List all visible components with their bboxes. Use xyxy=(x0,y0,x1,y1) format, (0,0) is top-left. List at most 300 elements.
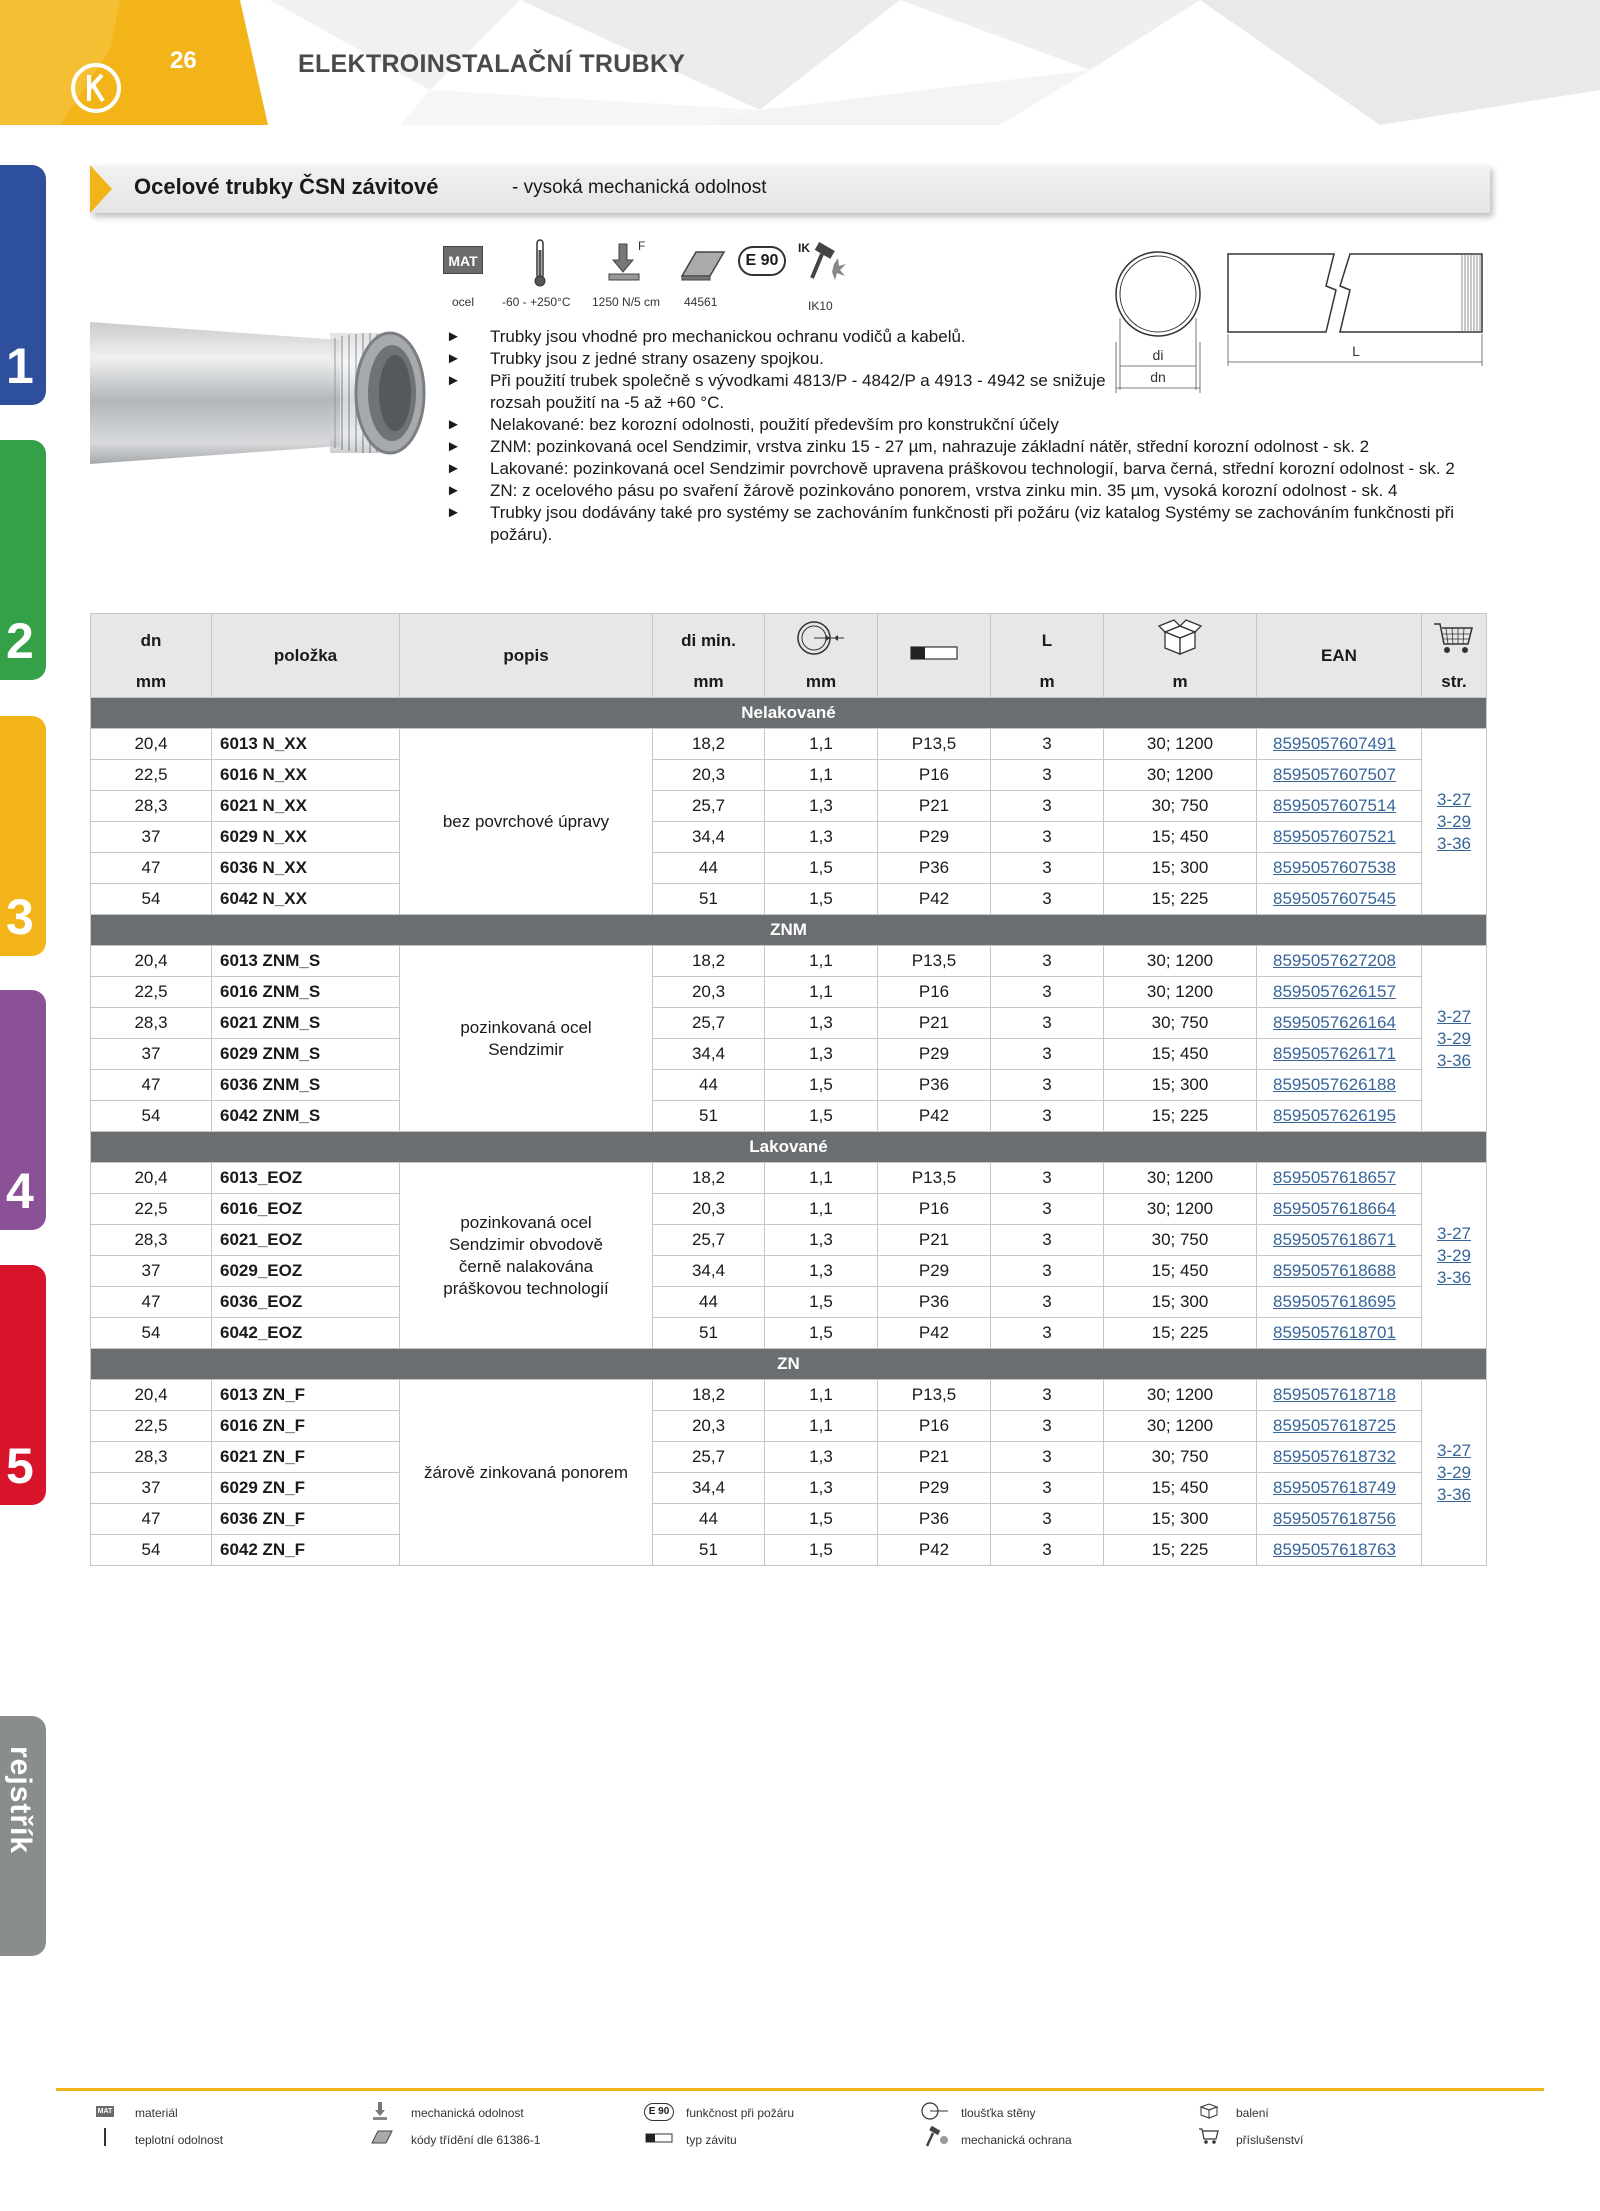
cell-item: 6016 ZN_F xyxy=(212,1411,400,1442)
cell-thread: P16 xyxy=(878,977,991,1008)
cell-thread: P36 xyxy=(878,1504,991,1535)
chapter-tab-5[interactable]: 5 xyxy=(0,1265,46,1505)
cell-wall: 1,1 xyxy=(765,946,878,977)
hammer-icon xyxy=(920,2126,950,2148)
cell-thread: P16 xyxy=(878,1411,991,1442)
cell-pack: 15; 225 xyxy=(1104,1101,1257,1132)
cell-dn: 20,4 xyxy=(91,1163,212,1194)
table-row xyxy=(91,760,1487,791)
cell-thread: P29 xyxy=(878,822,991,853)
cell-length: 3 xyxy=(991,1318,1104,1349)
legend-text: teplotní odolnost xyxy=(135,2133,224,2147)
cell-thread: P42 xyxy=(878,884,991,915)
page-link[interactable]: 3-27 xyxy=(1436,1440,1472,1460)
svg-text:dn: dn xyxy=(1150,369,1166,385)
wall-thickness-icon xyxy=(920,2100,950,2122)
cell-wall: 1,1 xyxy=(765,977,878,1008)
ean-link[interactable]: 8595057618763 xyxy=(1257,1535,1422,1566)
ean-link[interactable]: 8595057618756 xyxy=(1257,1504,1422,1535)
cell-item: 6013 ZNM_S xyxy=(212,946,400,977)
col-header-desc: popis xyxy=(400,614,653,698)
legend-text: funkčnost při požáru xyxy=(686,2106,795,2120)
cell-pack: 15; 225 xyxy=(1104,884,1257,915)
cell-di: 34,4 xyxy=(653,1473,765,1504)
svg-text:IK: IK xyxy=(798,241,810,255)
footer-divider xyxy=(56,2088,1544,2091)
unit-di: mm xyxy=(653,668,765,698)
e90-icon: E 90 xyxy=(738,238,788,288)
page-header-title: ELEKTROINSTALAČNÍ TRUBKY xyxy=(298,50,686,78)
ean-link[interactable]: 8595057626188 xyxy=(1257,1070,1422,1101)
cell-thread: P29 xyxy=(878,1256,991,1287)
cell-di: 34,4 xyxy=(653,1256,765,1287)
col-header-dn: dn xyxy=(91,614,212,668)
ean-link[interactable]: 8595057626195 xyxy=(1257,1101,1422,1132)
table-row xyxy=(91,1473,1487,1504)
unit-str: str. xyxy=(1422,668,1487,698)
cell-wall: 1,5 xyxy=(765,1504,878,1535)
table-row xyxy=(91,1380,1487,1411)
chapter-tab-3[interactable]: 3 xyxy=(0,716,46,956)
product-table xyxy=(90,613,1487,1566)
cell-length: 3 xyxy=(991,977,1104,1008)
cell-item: 6036 N_XX xyxy=(212,853,400,884)
description-line: práškovou technologií xyxy=(443,1278,609,1298)
table-row xyxy=(91,1101,1487,1132)
cell-wall: 1,1 xyxy=(765,1194,878,1225)
cell-thread: P29 xyxy=(878,1473,991,1504)
cell-thread: P13,5 xyxy=(878,729,991,760)
cell-item: 6029 N_XX xyxy=(212,822,400,853)
ean-link[interactable]: 8595057618725 xyxy=(1257,1411,1422,1442)
cell-pack: 15; 300 xyxy=(1104,1504,1257,1535)
cell-length: 3 xyxy=(991,1070,1104,1101)
cell-item: 6029 ZNM_S xyxy=(212,1039,400,1070)
cell-dn: 47 xyxy=(91,853,212,884)
legend-text: mechanická odolnost xyxy=(411,2106,524,2120)
cell-thread: P29 xyxy=(878,1039,991,1070)
cell-dn: 54 xyxy=(91,1318,212,1349)
cell-dn: 28,3 xyxy=(91,1225,212,1256)
table-row xyxy=(91,1287,1487,1318)
cell-item: 6013 ZN_F xyxy=(212,1380,400,1411)
svg-text:L: L xyxy=(1352,343,1360,359)
cell-pack: 30; 750 xyxy=(1104,1225,1257,1256)
page-link[interactable]: 3-36 xyxy=(1436,1267,1472,1287)
cell-wall: 1,3 xyxy=(765,1008,878,1039)
page-link[interactable]: 3-27 xyxy=(1436,789,1472,809)
cell-di: 18,2 xyxy=(653,1163,765,1194)
page-link[interactable]: 3-29 xyxy=(1436,1462,1472,1482)
cell-dn: 20,4 xyxy=(91,1380,212,1411)
thread-icon xyxy=(909,643,959,663)
col-header-di: di min. xyxy=(653,614,765,668)
e90-icon: E 90 xyxy=(644,2103,674,2121)
cell-description xyxy=(400,729,653,915)
legend-text: příslušenství xyxy=(1236,2133,1304,2147)
cell-length: 3 xyxy=(991,1504,1104,1535)
cell-pack: 15; 300 xyxy=(1104,853,1257,884)
cell-di: 25,7 xyxy=(653,1225,765,1256)
cell-length: 3 xyxy=(991,1442,1104,1473)
cell-pack: 15; 300 xyxy=(1104,1287,1257,1318)
cell-thread: P21 xyxy=(878,1225,991,1256)
cell-di: 18,2 xyxy=(653,729,765,760)
cell-dn: 47 xyxy=(91,1070,212,1101)
cell-pack: 30; 1200 xyxy=(1104,977,1257,1008)
cell-item: 6021 N_XX xyxy=(212,791,400,822)
group-title: ZN xyxy=(91,1349,1487,1380)
cell-length: 3 xyxy=(991,791,1104,822)
cell-length: 3 xyxy=(991,884,1104,915)
col-header-L: L xyxy=(991,614,1104,668)
cell-pages xyxy=(1422,1163,1487,1349)
cell-di: 18,2 xyxy=(653,1380,765,1411)
ean-link[interactable]: 8595057626164 xyxy=(1257,1008,1422,1039)
cell-length: 3 xyxy=(991,1008,1104,1039)
cell-di: 44 xyxy=(653,1287,765,1318)
cell-dn: 54 xyxy=(91,884,212,915)
cell-item: 6042 ZNM_S xyxy=(212,1101,400,1132)
cell-di: 25,7 xyxy=(653,1008,765,1039)
ean-link[interactable]: 8595057618732 xyxy=(1257,1442,1422,1473)
cell-length: 3 xyxy=(991,946,1104,977)
unit-L: m xyxy=(991,668,1104,698)
description-line: pozinkovaná ocel xyxy=(460,1017,592,1037)
cell-dn: 20,4 xyxy=(91,729,212,760)
ean-link[interactable]: 8595057607507 xyxy=(1257,760,1422,791)
cell-di: 18,2 xyxy=(653,946,765,977)
table-row xyxy=(91,884,1487,915)
cell-di: 34,4 xyxy=(653,822,765,853)
page-link[interactable]: 3-29 xyxy=(1436,1028,1472,1048)
table-row xyxy=(91,1070,1487,1101)
cell-thread: P21 xyxy=(878,1008,991,1039)
table-row xyxy=(91,729,1487,760)
legend-text: mechanická ochrana xyxy=(961,2133,1072,2147)
feature-item: ► Trubky jsou dodávány také pro systémy se zachováním funkčnosti při požáru (viz katalog Systémy se zachováním funkčnosti při požáru). xyxy=(490,502,1491,546)
cell-description xyxy=(400,1163,653,1349)
chapter-tab-1[interactable]: 1 xyxy=(0,165,46,405)
cell-thread: P36 xyxy=(878,853,991,884)
cell-thread: P13,5 xyxy=(878,1163,991,1194)
col-header-wall xyxy=(765,614,878,668)
cell-wall: 1,3 xyxy=(765,1256,878,1287)
group-title: ZNM xyxy=(91,915,1487,946)
svg-text:F: F xyxy=(638,239,646,253)
cell-di: 20,3 xyxy=(653,1194,765,1225)
feature-item: ► Při použití trubek společně s vývodkami 4813/P - 4842/P a 4913 - 4942 se snižuje rozsah použití na -5 až +60 °C. xyxy=(490,370,1130,414)
cell-pack: 15; 450 xyxy=(1104,1256,1257,1287)
description-line: černě nalakována xyxy=(458,1256,594,1276)
cell-dn: 37 xyxy=(91,822,212,853)
cell-thread: P42 xyxy=(878,1101,991,1132)
cell-thread: P42 xyxy=(878,1535,991,1566)
table-row xyxy=(91,1225,1487,1256)
cell-dn: 47 xyxy=(91,1504,212,1535)
cell-length: 3 xyxy=(991,822,1104,853)
cell-item: 6016 ZNM_S xyxy=(212,977,400,1008)
material-label: ocel xyxy=(452,295,475,309)
cell-wall: 1,1 xyxy=(765,729,878,760)
cell-dn: 22,5 xyxy=(91,1194,212,1225)
cell-wall: 1,1 xyxy=(765,1411,878,1442)
cell-item: 6036 ZNM_S xyxy=(212,1070,400,1101)
cell-item: 6013 N_XX xyxy=(212,729,400,760)
ean-link[interactable]: 8595057618664 xyxy=(1257,1194,1422,1225)
group-title: Nelakované xyxy=(91,698,1487,729)
page-link[interactable]: 3-36 xyxy=(1436,1050,1472,1070)
cell-thread: P42 xyxy=(878,1318,991,1349)
force-icon xyxy=(370,2100,392,2122)
feature-item: ► ZNM: pozinkovaná ocel Sendzimir, vrstva zinku 15 - 27 µm, nahrazuje základní nátěr, střední korozní odolnost - sk. 2 xyxy=(490,436,1491,458)
cell-length: 3 xyxy=(991,1039,1104,1070)
table-row xyxy=(91,1008,1487,1039)
cell-length: 3 xyxy=(991,1225,1104,1256)
ean-link[interactable]: 8595057607545 xyxy=(1257,884,1422,915)
table-row xyxy=(91,822,1487,853)
banner-arrow-icon xyxy=(90,165,112,213)
cell-thread: P36 xyxy=(878,1287,991,1318)
cell-dn: 37 xyxy=(91,1473,212,1504)
cell-wall: 1,3 xyxy=(765,1473,878,1504)
col-header-thread xyxy=(878,614,991,698)
cell-item: 6021_EOZ xyxy=(212,1225,400,1256)
cell-length: 3 xyxy=(991,1256,1104,1287)
ean-link[interactable]: 8595057607521 xyxy=(1257,822,1422,853)
cell-item: 6042 ZN_F xyxy=(212,1535,400,1566)
cell-di: 51 xyxy=(653,1318,765,1349)
cell-wall: 1,5 xyxy=(765,1318,878,1349)
ean-link[interactable]: 8595057618749 xyxy=(1257,1473,1422,1504)
cell-wall: 1,3 xyxy=(765,791,878,822)
steel-pipe-image xyxy=(90,318,445,468)
cell-wall: 1,5 xyxy=(765,853,878,884)
group-row xyxy=(91,1349,1487,1380)
wall-thickness-icon xyxy=(794,618,848,658)
cell-di: 25,7 xyxy=(653,791,765,822)
table-row xyxy=(91,1194,1487,1225)
group-title: Lakované xyxy=(91,1132,1487,1163)
cell-wall: 1,5 xyxy=(765,1101,878,1132)
cell-di: 20,3 xyxy=(653,760,765,791)
cell-pack: 30; 1200 xyxy=(1104,1411,1257,1442)
ean-link[interactable]: 8595057607491 xyxy=(1257,729,1422,760)
box-icon xyxy=(1157,618,1203,658)
cell-wall: 1,3 xyxy=(765,1442,878,1473)
cell-thread: P16 xyxy=(878,760,991,791)
cell-item: 6013_EOZ xyxy=(212,1163,400,1194)
legend-text: typ závitu xyxy=(686,2133,737,2147)
ik-label: IK10 xyxy=(808,299,833,313)
table-row xyxy=(91,1163,1487,1194)
feature-item: ► Nelakované: bez korozní odolnosti, použití především pro konstrukční účely xyxy=(490,414,1491,436)
ean-link[interactable]: 8595057618657 xyxy=(1257,1163,1422,1194)
cell-wall: 1,3 xyxy=(765,822,878,853)
pipe-cross-section-diagram xyxy=(1110,248,1206,396)
ean-link[interactable]: 8595057618695 xyxy=(1257,1287,1422,1318)
section-title: Ocelové trubky ČSN závitové xyxy=(134,174,439,199)
table-row xyxy=(91,946,1487,977)
svg-text:di: di xyxy=(1152,347,1164,363)
feature-item: ► Lakované: pozinkovaná ocel Sendzimir povrchově upravena práškovou technologií, barva černá, střední korozní odolnost - sk. 2 xyxy=(490,458,1491,480)
description-line: bez povrchové úpravy xyxy=(442,811,610,831)
cell-thread: P16 xyxy=(878,1194,991,1225)
cell-pack: 15; 450 xyxy=(1104,822,1257,853)
cell-dn: 28,3 xyxy=(91,1008,212,1039)
table-row xyxy=(91,977,1487,1008)
legend-text: tloušťka stěny xyxy=(961,2106,1036,2120)
table-row xyxy=(91,1039,1487,1070)
cell-dn: 54 xyxy=(91,1101,212,1132)
col-header-accessories xyxy=(1422,614,1487,668)
cell-length: 3 xyxy=(991,853,1104,884)
unit-pack: m xyxy=(1104,668,1257,698)
cell-item: 6029_EOZ xyxy=(212,1256,400,1287)
table-row xyxy=(91,1442,1487,1473)
cell-dn: 22,5 xyxy=(91,977,212,1008)
page-link[interactable]: 3-27 xyxy=(1436,1006,1472,1026)
page-link[interactable]: 3-36 xyxy=(1436,1484,1472,1504)
cell-di: 20,3 xyxy=(653,977,765,1008)
cell-item: 6042_EOZ xyxy=(212,1318,400,1349)
cell-thread: P36 xyxy=(878,1070,991,1101)
cell-length: 3 xyxy=(991,1101,1104,1132)
page-link[interactable]: 3-27 xyxy=(1436,1223,1472,1243)
cell-description xyxy=(400,1380,653,1566)
cell-di: 20,3 xyxy=(653,1411,765,1442)
cell-dn: 22,5 xyxy=(91,1411,212,1442)
legend-text: materiál xyxy=(135,2106,178,2120)
plate-icon xyxy=(678,238,728,288)
legend-text: kódy třídění dle 61386-1 xyxy=(411,2133,541,2147)
chapter-tab-4[interactable]: 4 xyxy=(0,990,46,1230)
page-link[interactable]: 3-29 xyxy=(1436,1245,1472,1265)
ean-link[interactable]: 8595057607514 xyxy=(1257,791,1422,822)
ean-link[interactable]: 8595057627208 xyxy=(1257,946,1422,977)
cell-pack: 30; 1200 xyxy=(1104,946,1257,977)
ean-link[interactable]: 8595057607538 xyxy=(1257,853,1422,884)
cell-dn: 54 xyxy=(91,1535,212,1566)
table-row xyxy=(91,1256,1487,1287)
page-link[interactable]: 3-36 xyxy=(1436,833,1472,853)
unit-wall: mm xyxy=(765,668,878,698)
cell-pack: 30; 1200 xyxy=(1104,760,1257,791)
cell-di: 44 xyxy=(653,1070,765,1101)
cell-length: 3 xyxy=(991,1535,1104,1566)
temperature-label: -60 - +250°C xyxy=(502,295,571,309)
col-header-pack xyxy=(1104,614,1257,668)
cell-description xyxy=(400,946,653,1132)
section-subtitle: - vysoká mechanická odolnost xyxy=(512,177,767,198)
cell-dn: 22,5 xyxy=(91,760,212,791)
cell-length: 3 xyxy=(991,760,1104,791)
col-header-item: položka xyxy=(212,614,400,698)
ean-link[interactable]: 8595057626157 xyxy=(1257,977,1422,1008)
cell-item: 6021 ZNM_S xyxy=(212,1008,400,1039)
cell-wall: 1,1 xyxy=(765,1163,878,1194)
cell-dn: 28,3 xyxy=(91,1442,212,1473)
thread-icon xyxy=(645,2133,673,2143)
group-row xyxy=(91,915,1487,946)
cell-pack: 15; 225 xyxy=(1104,1318,1257,1349)
cell-di: 34,4 xyxy=(653,1039,765,1070)
mat-icon: MAT xyxy=(443,238,487,288)
cell-length: 3 xyxy=(991,1380,1104,1411)
cell-di: 44 xyxy=(653,1504,765,1535)
cell-thread: P21 xyxy=(878,1442,991,1473)
ean-link[interactable]: 8595057626171 xyxy=(1257,1039,1422,1070)
ean-link[interactable]: 8595057618671 xyxy=(1257,1225,1422,1256)
cell-di: 25,7 xyxy=(653,1442,765,1473)
table-row xyxy=(91,1318,1487,1349)
cell-di: 51 xyxy=(653,1101,765,1132)
cart-icon xyxy=(1198,2126,1220,2146)
cell-di: 44 xyxy=(653,853,765,884)
cell-item: 6042 N_XX xyxy=(212,884,400,915)
plate-icon xyxy=(370,2128,394,2146)
feature-item: ► ZN: z ocelového pásu po svaření žárově pozinkováno ponorem, vrstva zinku min. 35 µm, vysoká korozní odolnost - sk. 4 xyxy=(490,480,1491,502)
table-row xyxy=(91,791,1487,822)
group-row xyxy=(91,1132,1487,1163)
cell-wall: 1,1 xyxy=(765,1380,878,1411)
table-row xyxy=(91,1535,1487,1566)
feature-item: ► Trubky jsou z jedné strany osazeny spojkou. xyxy=(490,348,1491,370)
mat-icon: MAT xyxy=(97,2108,113,2115)
cell-pack: 15; 225 xyxy=(1104,1535,1257,1566)
ean-link[interactable]: 8595057618718 xyxy=(1257,1380,1422,1411)
code-label: 44561 xyxy=(684,295,718,309)
cell-pack: 30; 1200 xyxy=(1104,1194,1257,1225)
cell-pack: 30; 1200 xyxy=(1104,729,1257,760)
table-row xyxy=(91,1504,1487,1535)
cell-item: 6016_EOZ xyxy=(212,1194,400,1225)
cart-icon xyxy=(1432,618,1476,658)
table-row xyxy=(91,1411,1487,1442)
cell-item: 6036_EOZ xyxy=(212,1287,400,1318)
cell-pages xyxy=(1422,1380,1487,1566)
cell-wall: 1,5 xyxy=(765,1287,878,1318)
ean-link[interactable]: 8595057618688 xyxy=(1257,1256,1422,1287)
legend-text: balení xyxy=(1236,2106,1269,2120)
force-icon xyxy=(604,238,650,288)
cell-pages xyxy=(1422,946,1487,1132)
col-header-ean: EAN xyxy=(1257,614,1422,698)
cell-dn: 37 xyxy=(91,1256,212,1287)
cell-pack: 15; 450 xyxy=(1104,1473,1257,1504)
cell-item: 6016 N_XX xyxy=(212,760,400,791)
company-logo-icon xyxy=(70,62,122,114)
cell-dn: 28,3 xyxy=(91,791,212,822)
cell-pages xyxy=(1422,729,1487,915)
chapter-tab-2[interactable]: 2 xyxy=(0,440,46,680)
cell-pack: 30; 1200 xyxy=(1104,1380,1257,1411)
cell-length: 3 xyxy=(991,1411,1104,1442)
page-number: 26 xyxy=(170,47,197,74)
cell-wall: 1,5 xyxy=(765,1535,878,1566)
cell-wall: 1,3 xyxy=(765,1225,878,1256)
cell-pack: 30; 750 xyxy=(1104,1442,1257,1473)
cell-length: 3 xyxy=(991,729,1104,760)
cell-pack: 15; 300 xyxy=(1104,1070,1257,1101)
page-link[interactable]: 3-29 xyxy=(1436,811,1472,831)
header-background xyxy=(0,0,1600,125)
unit-dn: mm xyxy=(91,668,212,698)
description-line: Sendzimir xyxy=(488,1039,564,1059)
index-tab[interactable]: rejstřík xyxy=(0,1716,46,1956)
ean-link[interactable]: 8595057618701 xyxy=(1257,1318,1422,1349)
cell-thread: P13,5 xyxy=(878,946,991,977)
